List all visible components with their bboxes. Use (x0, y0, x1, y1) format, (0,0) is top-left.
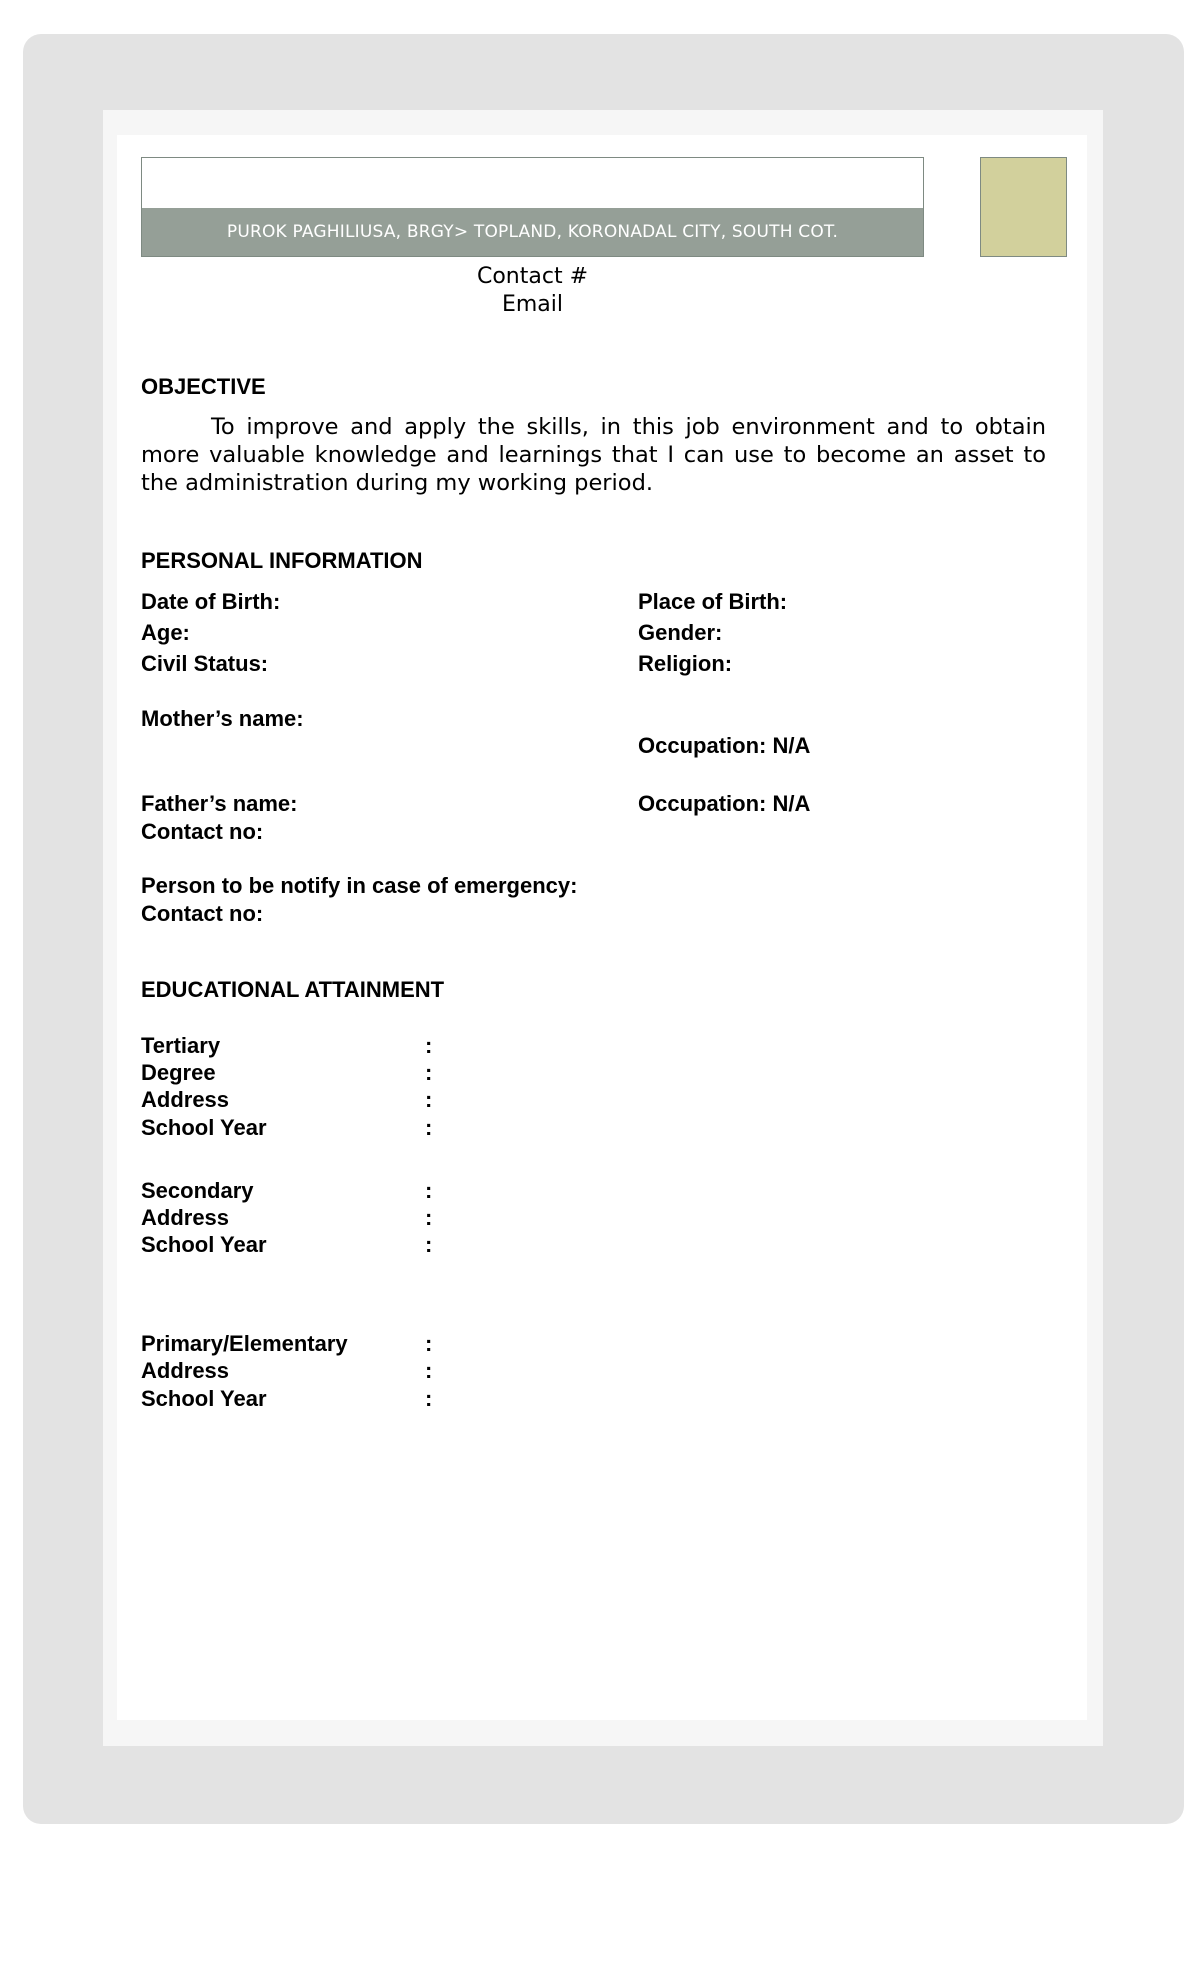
primary-school-year-colon: : (425, 1386, 433, 1411)
father-occupation-label: Occupation: N/A (638, 791, 811, 816)
tertiary-label: Tertiary (141, 1033, 221, 1058)
tertiary-address-label: Address (141, 1087, 230, 1112)
secondary-address-colon: : (425, 1205, 433, 1230)
father-contact-label: Contact no: (141, 819, 264, 844)
primary-colon: : (425, 1331, 433, 1356)
secondary-address-label: Address (141, 1205, 230, 1230)
name-box (141, 157, 924, 257)
tertiary-address-colon: : (425, 1087, 433, 1112)
address-bar: PUROK PAGHILIUSA, BRGY> TOPLAND, KORONADAL CITY, SOUTH COT. (142, 208, 923, 256)
degree-label: Degree (141, 1060, 216, 1085)
gender-label: Gender: (638, 620, 723, 645)
age-label: Age: (141, 620, 190, 645)
email: Email (501, 292, 564, 317)
objective-heading: OBJECTIVE (141, 374, 266, 399)
place-of-birth-label: Place of Birth: (638, 589, 788, 614)
tertiary-school-year-label: School Year (141, 1115, 267, 1140)
objective-text: To improve and apply the skills, in this job environment and to obtain more valuable knowledge and learnings that I can use to become an asset to the administration during my working period. (141, 414, 1046, 496)
photo-placeholder (980, 157, 1067, 257)
primary-label: Primary/Elementary (141, 1331, 348, 1356)
date-of-birth-label: Date of Birth: (141, 589, 281, 614)
secondary-label: Secondary (141, 1178, 254, 1203)
secondary-colon: : (425, 1178, 433, 1203)
primary-address-colon: : (425, 1358, 433, 1383)
mother-occupation-label: Occupation: N/A (638, 733, 811, 758)
degree-colon: : (425, 1060, 433, 1085)
secondary-school-year-colon: : (425, 1232, 433, 1257)
education-heading: EDUCATIONAL ATTAINMENT (141, 977, 445, 1002)
personal-info-heading: PERSONAL INFORMATION (141, 548, 423, 573)
paper-sheet (117, 135, 1087, 1720)
secondary-school-year-label: School Year (141, 1232, 267, 1257)
emergency-person-label: Person to be notify in case of emergency: (141, 873, 578, 898)
mothers-name-label: Mother’s name: (141, 706, 304, 731)
primary-school-year-label: School Year (141, 1386, 267, 1411)
tertiary-colon: : (425, 1033, 433, 1058)
fathers-name-label: Father’s name: (141, 791, 298, 816)
religion-label: Religion: (638, 651, 733, 676)
tertiary-school-year-colon: : (425, 1115, 433, 1140)
emergency-contact-label: Contact no: (141, 901, 264, 926)
civil-status-label: Civil Status: (141, 651, 269, 676)
primary-address-label: Address (141, 1358, 230, 1383)
contact-number: Contact # (476, 264, 589, 289)
